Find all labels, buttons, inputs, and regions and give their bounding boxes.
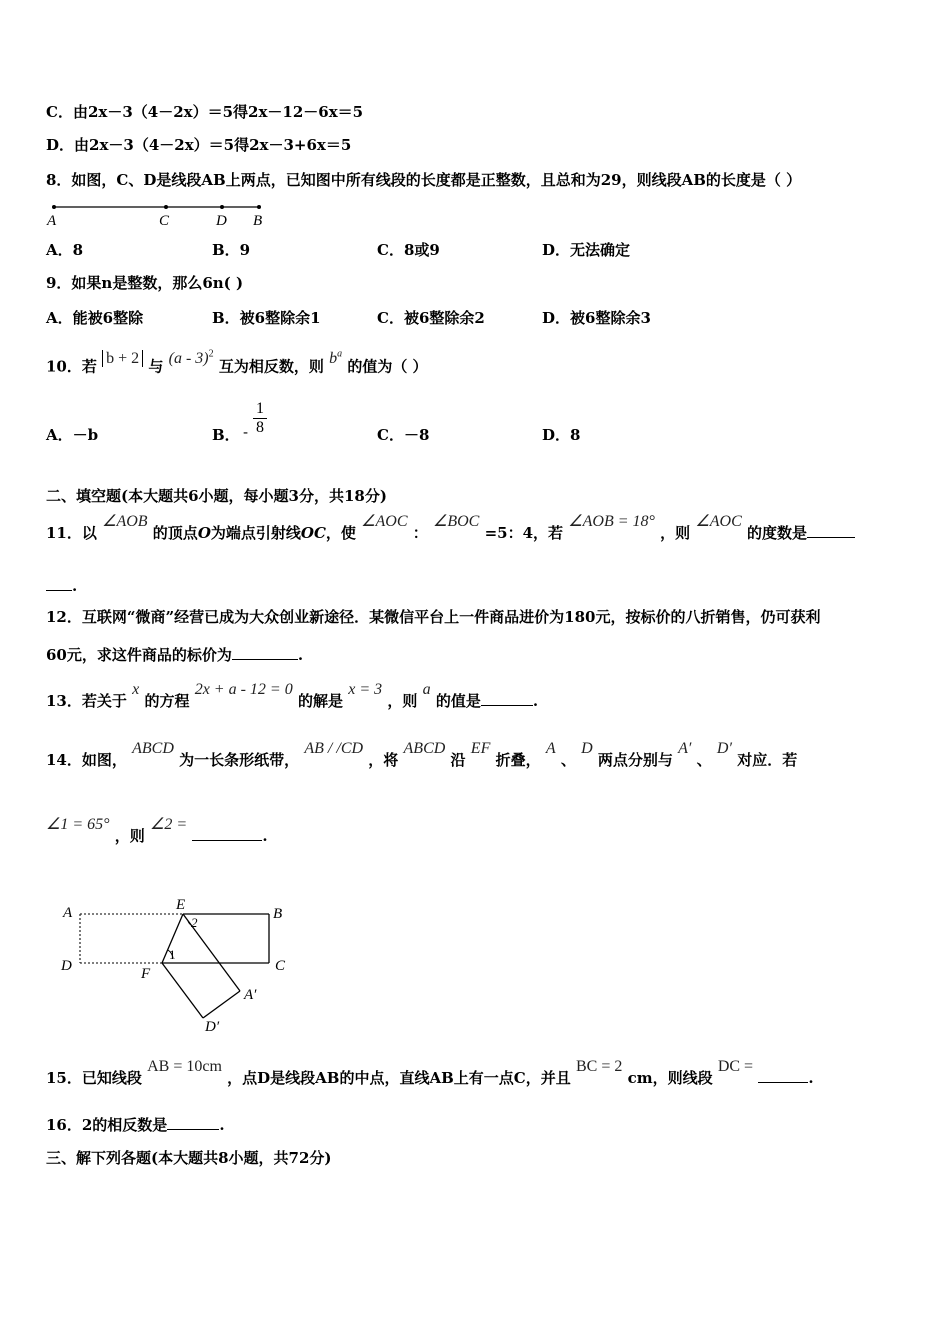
section-2-heading: 二、填空题(本大题共6小题，每小题3分，共18分) (46, 487, 387, 505)
fig-angle-1: 1 (169, 947, 176, 962)
q10-power-expr: $b^a$ (329, 349, 343, 368)
fig-label-e: E (176, 897, 186, 913)
q10-square-expr: (a - 3)$^2$ (168, 349, 214, 368)
q9-option-c: C．被6整除余2 (377, 309, 485, 327)
label-a: A (47, 213, 57, 229)
q7-option-d: D．由2x－3（4－2x）＝5得2x－3+6x＝5 (46, 136, 352, 154)
q15-stem: 15．已知线段 AB = 10cm ，点D是线段AB的中点，直线AB上有一点C，并且 BC = 2 cm，则线段 DC = . (46, 1058, 814, 1087)
q13-answer-blank[interactable] (481, 690, 533, 706)
section-3-heading: 三、解下列各题(本大题共8小题，共72分) (46, 1149, 332, 1167)
q11-answer-blank[interactable] (807, 522, 855, 538)
q12-answer-blank[interactable] (232, 644, 298, 660)
q10-stem: 10．若 b + 2 与 (a - 3)$^2$ 互为相反数，则 $b^a$ 的值为（ ） (46, 349, 428, 376)
q16-answer-blank[interactable] (167, 1114, 219, 1130)
q14-question: ∠1 = 65° ，则 ∠2 = . (46, 816, 268, 845)
fig-label-a: A (63, 905, 73, 921)
label-b: B (253, 213, 263, 229)
q15-answer-blank[interactable] (758, 1067, 808, 1083)
q9-option-a: A．能被6整除 (46, 309, 144, 327)
q10-option-c: C．－8 (377, 426, 430, 444)
q10-option-a: A．－b (46, 426, 99, 444)
q12-line-1: 12．互联网“微商”经营已成为大众创业新途径．某微信平台上一件商品进价为180元，按标价的八折销售，仍可获利 (46, 608, 821, 626)
q9-option-d: D．被6整除余3 (542, 309, 651, 327)
q9-option-b: B．被6整除余1 (212, 309, 321, 327)
q12-line-2: 60元，求这件商品的标价为 . (46, 646, 304, 664)
q14-answer-blank[interactable] (192, 825, 262, 841)
q9-stem: 9．如果n是整数，那么6n( ) (46, 274, 244, 292)
q13-stem: 13．若关于 x 的方程 2x + a - 12 = 0 的解是 x = 3 ，则 a 的值是 . (46, 681, 539, 710)
fig-label-d: D (61, 958, 72, 974)
q8-option-c: C．8或9 (377, 241, 440, 259)
fig-angle-2: 2 (191, 915, 198, 930)
q10-option-b-fraction: $\frac{1}{8}$ (253, 400, 267, 437)
q10-option-b-label: B． (212, 426, 240, 444)
q7-option-c: C．由2x－3（4－2x）＝5得2x－12－6x＝5 (46, 103, 364, 121)
q8-stem: 8．如图，C、D是线段AB上两点，已知图中所有线段的长度都是正整数，且总和为29，则线段AB的长度是（ ） (46, 171, 802, 189)
label-c: C (159, 213, 170, 229)
q8-option-a: A．8 (46, 241, 84, 259)
q14-stem: 14．如图， ABCD 为一长条形纸带， AB / /CD ，将 ABCD 沿 EF 折叠， A 、 D 两点分别与 A′ 、 D′ 对应．若 (46, 740, 798, 769)
q8-option-b: B．9 (212, 241, 251, 259)
fig-label-c: C (275, 958, 286, 974)
q14-folded-strip-figure (55, 893, 305, 1043)
fig-label-d-prime: D′ (205, 1019, 220, 1035)
q16-stem: 16．2的相反数是 . (46, 1116, 225, 1134)
q11-stem: 11．以 ∠AOB 的顶点O为端点引射线OC，使 ∠AOC ： ∠BOC =5：4，若 ∠AOB = 18° ，则 ∠AOC 的度数是 (46, 522, 855, 544)
label-d: D (216, 213, 227, 229)
q8-segment-figure (44, 198, 274, 230)
fig-label-f: F (141, 966, 151, 982)
fig-label-b: B (273, 906, 283, 922)
q11-continuation: . (46, 575, 77, 596)
q10-option-d: D．8 (542, 426, 581, 444)
fig-label-a-prime: A′ (244, 987, 257, 1003)
q10-option-b-sign: - (243, 423, 249, 441)
q10-abs-expr: b + 2 (102, 350, 143, 367)
q8-option-d: D．无法确定 (542, 241, 631, 259)
